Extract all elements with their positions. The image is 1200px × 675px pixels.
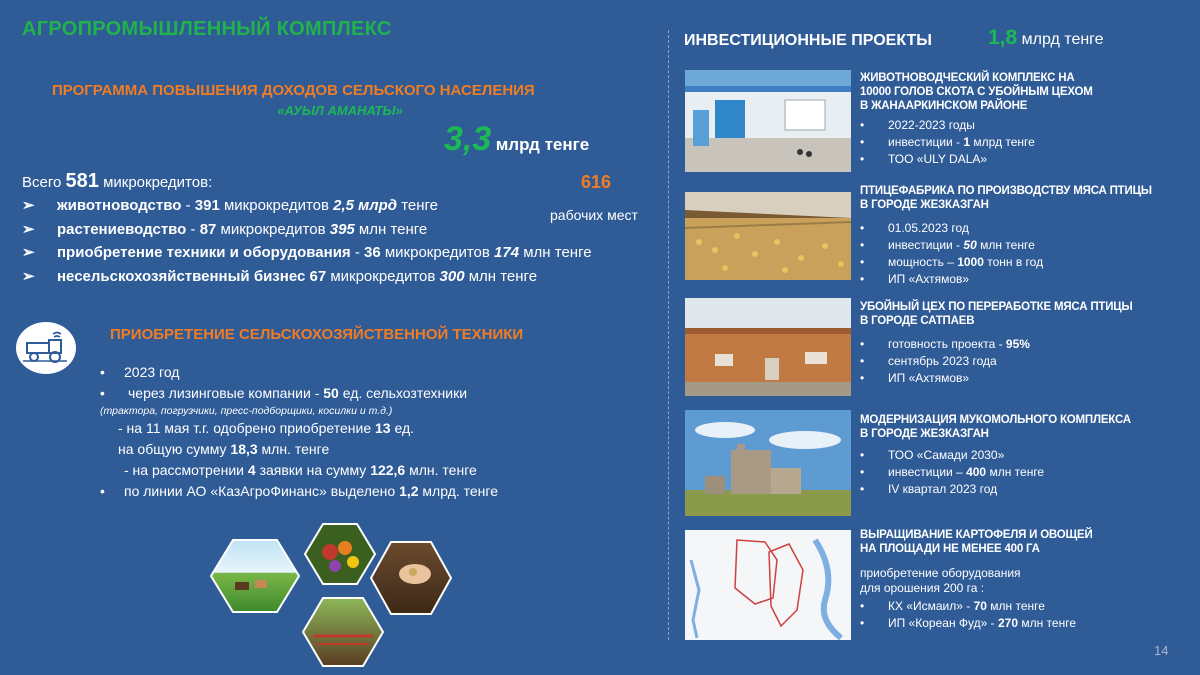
project-heading: ЖИВОТНОВОДЧЕСКИЙ КОМПЛЕКС НА 10000 ГОЛОВ СКОТА С УБОЙНЫМ ЦЕХОМ В ЖАНААРКИНСКОМ РАЙОНЕ <box>860 72 1093 112</box>
project-card <box>860 71 1190 168</box>
project-card <box>860 300 1190 387</box>
flour-mill-photo <box>685 410 851 516</box>
total-suffix: микрокредитов: <box>103 174 213 191</box>
list-item: ➢ несельскохозяйственный бизнес 67 микрокредитов 300 млн тенге <box>22 267 538 285</box>
list-item: • по линии АО «КазАгроФинанс» выделено 1,2 млрд. тенге <box>100 483 499 499</box>
plough-field-photo <box>303 598 383 666</box>
seeds-hand-photo <box>371 542 451 614</box>
program-amount-unit: млрд тенге <box>495 135 590 154</box>
slaughterhouse-photo <box>685 298 851 396</box>
list-item: • ИП «Ахтямов» <box>860 271 1190 288</box>
list-item: • сентябрь 2023 года <box>860 353 1190 370</box>
vegetables-photo <box>305 524 375 584</box>
investments-amount-value: 1,8 <box>988 26 1018 49</box>
investments-amount <box>988 26 1104 50</box>
project-heading: ВЫРАЩИВАНИЕ КАРТОФЕЛЯ И ОВОЩЕЙ НА ПЛОЩАДИ НЕ МЕНЕЕ 400 ГА <box>860 529 1093 555</box>
project-bullets <box>860 117 1190 168</box>
total-prefix: Всего <box>22 174 62 191</box>
program-subtitle: «АУЫЛ АМАНАТЫ» <box>277 103 403 118</box>
project-bullets <box>860 220 1190 288</box>
agriculture-hexagon-collage <box>205 520 475 670</box>
list-item: • ИП «Ахтямов» <box>860 370 1190 387</box>
list-item: • IV квартал 2023 год <box>860 481 1190 498</box>
investments-amount-unit: млрд тенге <box>1017 31 1104 48</box>
column-divider <box>668 30 669 640</box>
equipment-title: ПРИОБРЕТЕНИЕ СЕЛЬСКОХОЗЯЙСТВЕННОЙ ТЕХНИКИ <box>110 326 524 343</box>
list-item: ➢ животноводство - 391 микрокредитов 2,5 млрд тенге <box>22 197 439 214</box>
project-heading: УБОЙНЫЙ ЦЕХ ПО ПЕРЕРАБОТКЕ МЯСА ПТИЦЫ В ГОРОДЕ САТПАЕВ <box>860 301 1133 327</box>
arrow-bullet-icon: ➢ <box>22 197 35 214</box>
livestock-complex-photo <box>685 70 851 172</box>
cattle-pasture-photo <box>211 540 299 612</box>
project-card <box>860 528 1190 632</box>
page-title: АГРОПРОМЫШЛЕННЫЙ КОМПЛЕКС <box>22 18 392 40</box>
project-card <box>860 413 1190 498</box>
total-value: 581 <box>65 170 99 192</box>
list-item: • инвестиции – 400 млн тенге <box>860 464 1190 481</box>
list-item: ➢ приобретение техники и оборудования - 36 микрокредитов 174 млн тенге <box>22 244 592 261</box>
project-card <box>860 184 1190 288</box>
equipment-list <box>100 362 498 502</box>
poultry-farm-photo <box>685 192 851 280</box>
arrow-bullet-icon: ➢ <box>22 220 35 238</box>
list-item: • ТОО «Самади 2030» <box>860 447 1190 464</box>
project-bullets <box>860 447 1190 498</box>
list-item: • инвестиции - 1 млрд тенге <box>860 134 1190 151</box>
microcredit-list <box>22 196 592 290</box>
jobs-label: рабочих мест <box>550 207 638 223</box>
page-number: 14 <box>1154 643 1169 658</box>
jobs-value: 616 <box>581 172 612 192</box>
arrow-bullet-icon: ➢ <box>22 267 35 285</box>
list-item: ➢ растениеводство - 87 микрокредитов 395 млн тенге <box>22 220 428 238</box>
list-item: • через лизинговые компании - 50 ед. сельхозтехники <box>100 385 468 401</box>
investments-title: ИНВЕСТИЦИОННЫЕ ПРОЕКТЫ <box>684 32 932 49</box>
list-item: • КХ «Исмаил» - 70 млн тенге <box>860 598 1190 615</box>
list-item: • мощность – 1000 тонн в год <box>860 254 1190 271</box>
microcredits-total <box>22 170 212 193</box>
arrow-bullet-icon: ➢ <box>22 244 35 261</box>
program-amount-value: 3,3 <box>444 120 492 158</box>
tractor-icon <box>16 322 76 374</box>
project-heading: ПТИЦЕФАБРИКА ПО ПРОИЗВОДСТВУ МЯСА ПТИЦЫ В ГОРОДЕ ЖЕЗКАЗГАН <box>860 185 1152 211</box>
list-item: • 01.05.2023 год <box>860 220 1190 237</box>
project-bullets <box>860 598 1190 632</box>
program-amount <box>444 120 589 159</box>
leasing-note: (трактора, погрузчики, пресс-подборщики, косилки и т.д.) <box>100 405 393 417</box>
list-item: • готовность проекта - 95% <box>860 336 1190 353</box>
project-bullets <box>860 336 1190 387</box>
program-title: ПРОГРАММА ПОВЫШЕНИЯ ДОХОДОВ СЕЛЬСКОГО НАСЕЛЕНИЯ <box>52 82 535 99</box>
list-item: на общую сумму 18,3 млн. тенге <box>118 441 330 457</box>
list-item: - на рассмотрении 4 заявки на сумму 122,6 млн. тенге <box>124 462 477 478</box>
list-item: • ИП «Кореан Фуд» - 270 млн тенге <box>860 615 1190 632</box>
land-plot-map <box>685 530 851 640</box>
list-item: • инвестиции - 50 млн тенге <box>860 237 1190 254</box>
list-item: • 2023 год <box>100 364 180 380</box>
list-item: • 2022-2023 годы <box>860 117 1190 134</box>
project-heading: МОДЕРНИЗАЦИЯ МУКОМОЛЬНОГО КОМПЛЕКСА В ГОРОДЕ ЖЕЗКАЗГАН <box>860 414 1131 440</box>
list-item: • ТОО «ULY DALA» <box>860 151 1190 168</box>
project-intro: приобретение оборудования для орошения 200 га : <box>860 566 1021 595</box>
list-item: - на 11 мая т.г. одобрено приобретение 13 ед. <box>118 420 415 436</box>
